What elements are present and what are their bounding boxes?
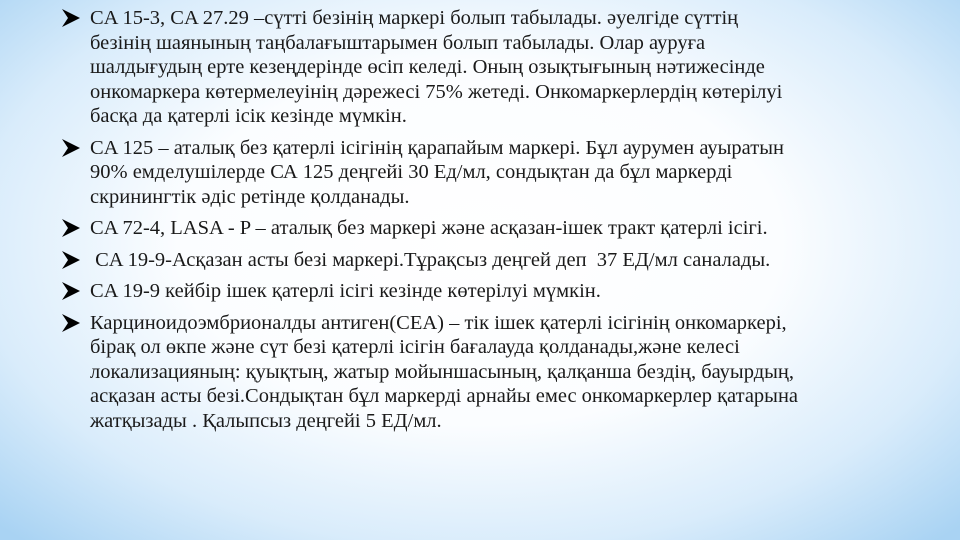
bullet-line: онкомаркера көтермелеуінің дәрежесі 75% жетеді. Онкомаркерлердің көтерілуі: [90, 80, 783, 103]
arrowhead-bullet-icon: [60, 249, 82, 271]
bullet-item: [60, 279, 940, 304]
bullet-line: CA 72-4, LASA - P – аталық без маркері және асқазан-ішек тракт қатерлі ісігі.: [90, 217, 768, 239]
bullet-line: безінің шаянының таңбалағыштарымен болып табылады. Олар ауруға: [90, 31, 706, 54]
arrowhead-bullet-icon: [60, 7, 82, 29]
bullet-item: [60, 311, 940, 434]
arrowhead-bullet-icon: [60, 217, 82, 239]
bullet-line: шалдығудың ерте кезеңдерінде өсіп келеді. Оның озықтығының нәтижесінде: [90, 56, 765, 78]
bullet-line: локализацияның: қуықтың, жатыр мойыншасының, қалқанша бездің, бауырдың,: [90, 360, 794, 383]
bullet-item: [60, 136, 940, 210]
arrowhead-bullet-icon: [60, 137, 82, 159]
bullet-line: 90% емделушілерде СА 125 деңгейі 30 Ед/мл, сондықтан да бұл маркерді: [90, 161, 733, 183]
bullet-item: [60, 248, 940, 273]
bullet-line: Карциноидоэмбрионалды антиген(CEA) – тік ішек қатерлі ісігінің онкомаркері,: [90, 311, 787, 334]
bullet-line: жатқызады . Қалыпсыз деңгейі 5 ЕД/мл.: [90, 409, 442, 432]
bullet-line: CA 19-9-Асқазан асты безі маркері.Тұрақсыз деңгей деп 37 ЕД/мл саналады.: [90, 248, 771, 271]
bullet-line: CA 15-3, CA 27.29 –сүтті безінің маркері болып табылады. әуелгіде сүттің: [90, 7, 739, 29]
bullet-item: [60, 216, 940, 241]
bullet-line: асқазан асты безі.Сондықтан бұл маркерді арнайы емес онкомаркерлер қатарына: [90, 385, 799, 407]
bullet-line: бірақ ол өкпе және сүт безі қатерлі ісігін бағалауда қолданады,және келесі: [90, 336, 740, 358]
bullet-line: скринингтік әдіс ретінде қолданады.: [90, 185, 410, 208]
bullet-list: [60, 6, 940, 440]
arrowhead-bullet-icon: [60, 280, 82, 302]
bullet-item: [60, 6, 940, 129]
bullet-line: басқа да қатерлі ісік кезінде мүмкін.: [90, 105, 407, 127]
bullet-line: CA 19-9 кейбір ішек қатерлі ісігі кезінде көтерілуі мүмкін.: [90, 280, 601, 302]
bullet-line: CA 125 – аталық без қатерлі ісігінің қарапайым маркері. Бұл аурумен ауыратын: [90, 136, 784, 159]
arrowhead-bullet-icon: [60, 312, 82, 334]
